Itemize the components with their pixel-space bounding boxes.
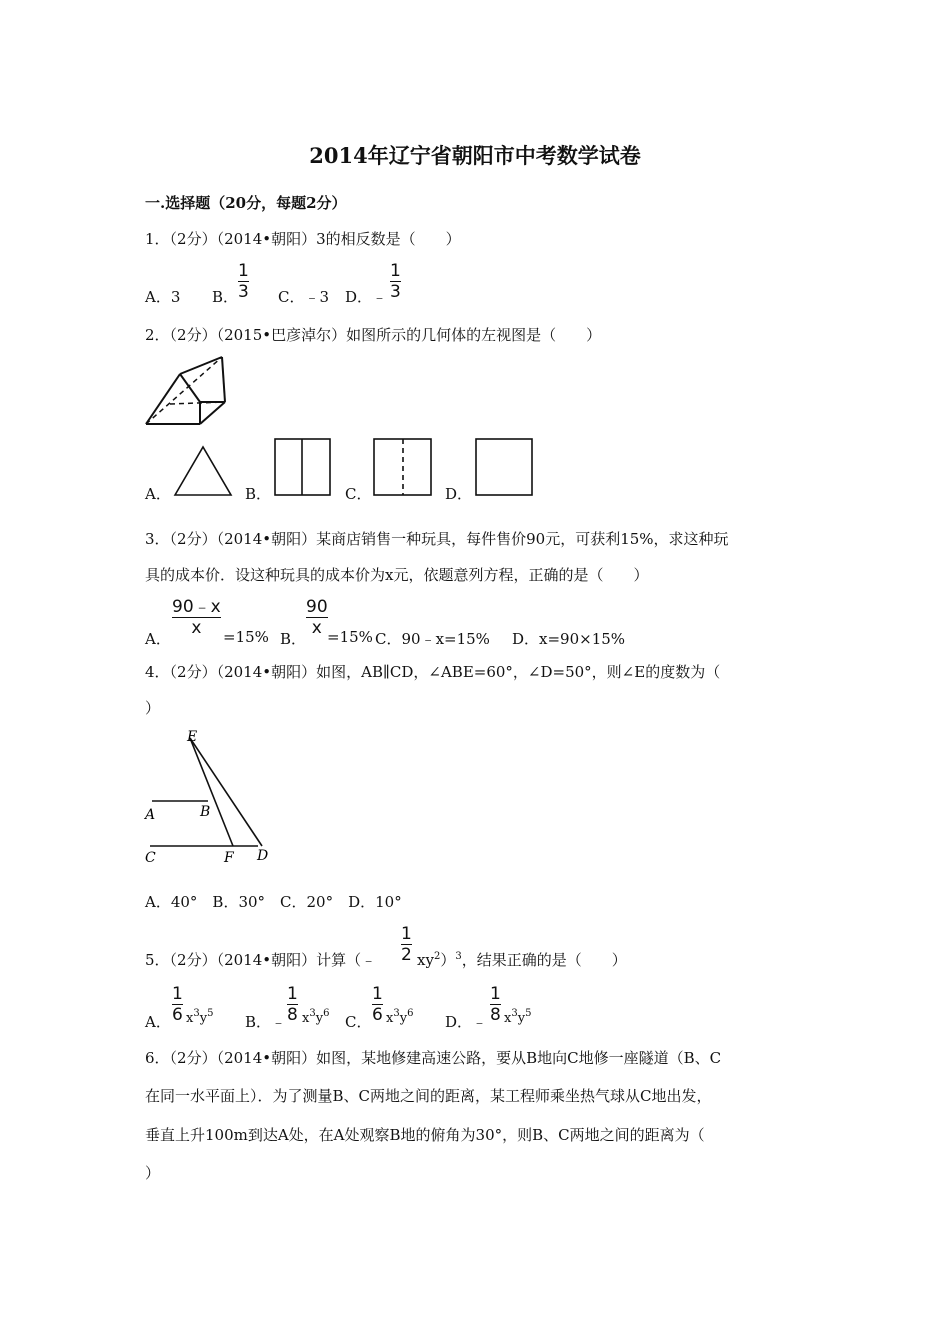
fraction-numerator: 90﹣x <box>172 597 221 617</box>
label-c: C <box>145 850 156 866</box>
q3-option-b-prefix: B． <box>280 630 307 648</box>
fraction-numerator: 1 <box>401 924 412 944</box>
q5-stem-mid2: ） <box>440 951 456 969</box>
q5-option-a-fraction <box>172 985 183 1024</box>
q5-d-sup1: 3 <box>511 1008 518 1019</box>
q3-stem-line2: 具的成本价．设这种玩具的成本价为x元，依题意列方程，正确的是（ ） <box>145 566 649 584</box>
q5-d-sup2: 5 <box>525 1008 532 1019</box>
q5-option-c-prefix: C． <box>345 1013 372 1031</box>
fraction-denominator: 8 <box>490 1005 501 1025</box>
q5-stem-sup2: 3 <box>455 951 462 962</box>
q3-option-a-fraction <box>172 598 221 637</box>
q3-option-b-fraction <box>306 598 328 637</box>
label-a: A <box>145 807 156 823</box>
q5-c-x: x <box>386 1011 394 1026</box>
q5-stem-mid: xy <box>417 951 434 969</box>
q1-option-b: B． <box>212 288 239 306</box>
q4-parallel-lines-figure <box>140 726 280 866</box>
fraction-denominator: x <box>311 618 322 638</box>
q5-a-sup2: 5 <box>207 1008 214 1019</box>
square-view-icon <box>475 438 535 498</box>
label-b: B <box>200 804 211 820</box>
q2-option-b: B． <box>245 485 272 503</box>
q5-c-y: y <box>399 1011 408 1026</box>
rectangle-dashed-divider-icon <box>373 438 433 498</box>
q4-stem-line1: 4．（2分）（2014•朝阳）如图，AB∥CD，∠ABE=60°，∠D=50°，则∠E的度数为（ <box>145 663 721 681</box>
q6-line4: ） <box>145 1164 161 1182</box>
label-d: D <box>257 848 269 864</box>
q3-option-a-suffix: =15% <box>223 628 269 646</box>
q2-stem: 2．（2分）（2015•巴彦淖尔）如图所示的几何体的左视图是（ ） <box>145 326 602 344</box>
q5-a-x: x <box>186 1011 194 1026</box>
fraction-numerator: 1 <box>287 984 298 1004</box>
q6-line2: 在同一水平面上）．为了测量B、C两地之间的距离，某工程师乘坐热气球从C地出发， <box>145 1087 712 1105</box>
q5-b-x: x <box>302 1011 310 1026</box>
page-title: 2014年辽宁省朝阳市中考数学试卷 <box>309 143 641 168</box>
q3-option-a-prefix: A． <box>145 630 171 648</box>
fraction-numerator: 1 <box>490 984 501 1004</box>
q2-option-c: C． <box>345 485 372 503</box>
q5-option-a-prefix: A． <box>145 1013 171 1031</box>
q3-option-c: C．90﹣x=15% <box>375 630 490 648</box>
q5-stem-fraction <box>401 925 412 964</box>
q5-option-b-fraction <box>287 985 298 1024</box>
q5-b-sup1: 3 <box>309 1008 316 1019</box>
fraction-numerator: 1 <box>390 261 401 281</box>
q5-option-d-tail <box>504 1008 532 1026</box>
fraction-denominator: 2 <box>401 945 412 965</box>
q5-option-d-fraction <box>490 985 501 1024</box>
fraction-denominator: 3 <box>238 282 249 302</box>
q5-option-d-prefix: D．﹣ <box>445 1013 488 1031</box>
fraction-numerator: 1 <box>172 984 183 1004</box>
q5-stem <box>145 949 376 970</box>
q3-option-b-suffix: =15% <box>327 628 373 646</box>
q2-option-a: A． <box>145 485 171 503</box>
fraction-denominator: 6 <box>372 1005 383 1025</box>
q5-option-b-prefix: B．﹣ <box>245 1013 287 1031</box>
fraction-numerator: 1 <box>238 261 249 281</box>
q6-line3: 垂直上升100m到达A处，在A处观察B地的俯角为30°，则B、C两地之间的距离为（ <box>145 1126 705 1144</box>
rectangle-solid-divider-icon <box>274 438 332 498</box>
fraction-numerator: 90 <box>306 597 328 617</box>
q5-option-c-tail <box>386 1008 414 1026</box>
triangle-view-icon <box>172 445 234 497</box>
fraction-denominator: 6 <box>172 1005 183 1025</box>
q1-option-c: C．﹣3 <box>278 288 330 306</box>
q3-option-d: D．x=90×15% <box>512 630 626 648</box>
q1-option-a: A．3 <box>145 288 181 306</box>
q2-option-d: D． <box>445 485 473 503</box>
q5-stem-suffix: ，结果正确的是（ ） <box>461 951 627 969</box>
fraction-numerator: 1 <box>372 984 383 1004</box>
q1-stem: 1．（2分）（2014•朝阳）3的相反数是（ ） <box>145 230 461 248</box>
q4-options: A．40° B．30° C．20° D．10° <box>145 893 402 911</box>
q5-b-sup2: 6 <box>323 1008 330 1019</box>
q5-stem-sup1: 2 <box>433 951 441 962</box>
q1-option-b-fraction <box>238 262 249 301</box>
q5-option-b-tail <box>302 1008 330 1026</box>
label-f: F <box>224 850 234 866</box>
q5-c-sup1: 3 <box>393 1008 400 1019</box>
q1-option-d: D．﹣ <box>345 288 388 306</box>
q5-option-a-tail <box>186 1008 214 1026</box>
label-e: E <box>187 729 198 745</box>
q5-stem-prefix: 5．（2分）（2014•朝阳）计算（﹣ <box>145 951 377 969</box>
q5-d-y: y <box>517 1011 526 1026</box>
q5-b-y: y <box>315 1011 324 1026</box>
fraction-denominator: 8 <box>287 1005 298 1025</box>
q5-a-y: y <box>199 1011 208 1026</box>
q3-stem-line1: 3．（2分）（2014•朝阳）某商店销售一种玩具，每件售价90元，可获利15%，求这种玩 <box>145 530 729 548</box>
q5-option-c-fraction <box>372 985 383 1024</box>
q4-stem-line2: ） <box>145 699 161 717</box>
q5-d-x: x <box>504 1011 512 1026</box>
q5-stem-tail <box>417 949 627 970</box>
fraction-denominator: 3 <box>390 282 401 302</box>
section-heading: 一.选择题（20分，每题2分） <box>145 194 347 212</box>
q5-c-sup2: 6 <box>407 1008 414 1019</box>
q6-line1: 6．（2分）（2014•朝阳）如图，某地修建高速公路，要从B地向C地修一座隧道（B、C <box>145 1049 722 1067</box>
q5-a-sup1: 3 <box>193 1008 200 1019</box>
q2-prism-figure <box>140 352 240 432</box>
q1-option-d-fraction <box>390 262 401 301</box>
fraction-denominator: x <box>191 618 202 638</box>
